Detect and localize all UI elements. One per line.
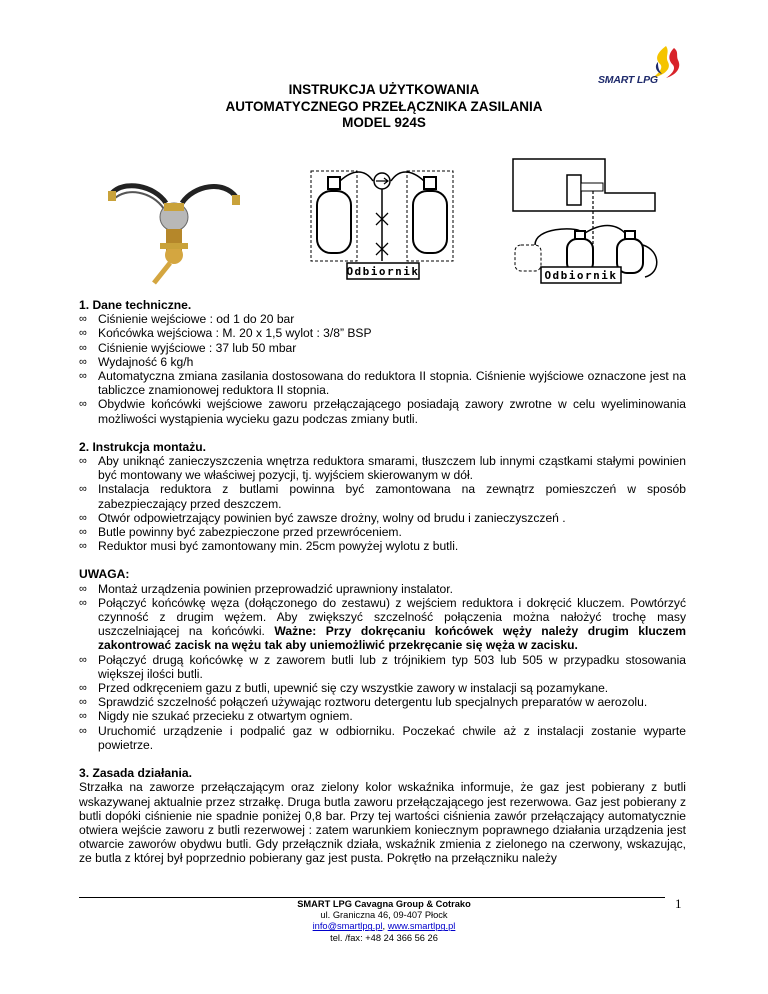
list-item: ∞ Instalacja reduktora z butlami powinna być zamontowana na zewnątrz pomieszczeń w sposób zabezpieczający przed deszczem. [79,482,686,510]
footer-links [0,921,768,932]
diagram2-label: Odbiornik [544,269,618,282]
section-1-list [79,312,686,426]
footer-company: SMART LPG Cavagna Group & Cotrako [297,899,471,909]
list-item: ∞ Montaż urządzenia powinien przeprowadzić uprawniony instalator. [79,582,686,596]
list-item: ∞ Nigdy nie szukać przecieku z otwartym ogniem. [79,709,686,723]
important-note: Ważne: Przy dokręcaniu końcówek węży należy drugim kluczem zakontrować zacisk na wężu tak aby uniemożliwić przekręcanie się węża w zacisku. [98,624,686,653]
diagram-cylinder-bank [505,153,665,285]
uwaga-title: UWAGA: [79,567,130,582]
list-item: ∞ Sprawdzić szczelność połączeń używając roztworu detergentu lub specjalnych preparatów w aerozolu. [79,695,686,709]
uwaga-list [79,582,686,752]
footer-address: ul. Graniczna 46, 09-407 Płock [320,910,448,921]
title-line-3: MODEL 924S [342,115,426,130]
document-body [79,298,686,866]
list-item [79,596,686,653]
list-item: ∞ Uruchomić urządzenie i podpalić gaz w odbiorniku. Poczekać chwile aż z instalacji zostanie wyparte powietrze. [79,724,686,752]
document-title [0,82,768,132]
figures-row [0,153,768,288]
diagram-two-cylinders [303,163,463,281]
list-item: ∞ Obydwie końcówki wejściowe zaworu przełączającego posiadają zawory zwrotne w celu wyeliminowania możliwości wystąpienia wycieku gazu podczas zmiany butli. [79,397,686,425]
logo-text: SMART LPG [598,74,658,86]
list-item: ∞ Otwór odpowietrzający powinien być zawsze drożny, wolny od brudu i zanieczyszczeń . [79,511,686,525]
list-item: ∞ Automatyczna zmiana zasilania dostosowana do reduktora II stopnia. Ciśnienie wyjściowe oznaczone jest na tabliczce znamionowej reduktora II stopnia. [79,369,686,397]
diagram1-label: Odbiornik [346,265,420,278]
section-3-text: Strzałka na zaworze przełączającym oraz zielony kolor wskaźnika informuje, że gaz jest pobierany z butli wskazywanej aktualnie przez strzałkę. Druga butla zaworu przełączającego jest rezerwowa. Gaz jest pobierany z butli dopóki ciśnienie nie spadnie poniżej 0,8 bar. Przy tej wartości ciśnienia zawór przełączający automatycznie otwiera wejście zaworu z butli rezerwowej : zatem warunkiem koniecznym poprawnego działania urządzenia jest otwarcie zaworów obydwu butli. Gdy przełącznik działa, wskaźnik zmienia z zielonego na czerwony, wskazując, ze butla z której był poprzednio pobierany gaz jest pusta. Pokrętło na przełączniku należy [79,780,686,866]
page-number: 1 [675,896,682,911]
regulator-photo [104,155,244,287]
title-line-2: AUTOMATYCZNEGO PRZEŁĄCZNIKA ZASILANIA [225,98,543,114]
list-item: ∞ Połączyć drugą końcówkę w z zaworem butli lub z trójnikiem typ 503 lub 505 w przypadku stosowania większej ilości butli. [79,653,686,681]
section-2-title: 2. Instrukcja montażu. [79,439,207,454]
list-item: ∞ Aby uniknąć zanieczyszczenia wnętrza reduktora smarami, tłuszczem lub innymi cząstkami stałymi powinien być montowany we właściwej pozycji, tj. wyjściem skierowanym w dół. [79,454,686,482]
website-link[interactable]: www.smartlpg.pl [387,921,456,932]
section-2-list [79,454,686,553]
email-link[interactable]: info@smartlpg.pl [312,921,383,932]
list-item: ∞ Ciśnienie wyjściowe : 37 lub 50 mbar [79,341,686,355]
section-1-title: 1. Dane techniczne. [79,298,192,312]
footer-separator: , [382,921,388,932]
list-item: ∞ Butle powinny być zabezpieczone przed przewróceniem. [79,525,686,539]
list-item-text: Połączyć końcówkę węza (dołączonego do zestawu) z wejściem reduktora i dokręcić kluczem. Powtórzyć czynność z drugim wężem. Aby zwiększyć szczelność połączenia można nałożyć trochę masy uszczelniającej na końcówki. [98,595,686,639]
section-3-title: 3. Zasada działania. [79,766,192,781]
list-item: ∞ Końcówka wejściowa : M. 20 x 1,5 wylot : 3/8” BSP [79,326,686,340]
list-item: ∞ Wydajność 6 kg/h [79,355,686,369]
title-line-1: INSTRUKCJA UŻYTKOWANIA [288,82,480,97]
footer [0,899,768,944]
footer-divider [79,897,665,898]
list-item: ∞ Ciśnienie wejściowe : od 1 do 20 bar [79,312,686,326]
footer-phone: tel. /fax: +48 24 366 56 26 [330,932,438,943]
list-item: ∞ Reduktor musi być zamontowany min. 25cm powyżej wylotu z butli. [79,539,686,553]
list-item: ∞ Przed odkręceniem gazu z butli, upewnić się czy wszystkie zawory w instalacji są pozamykane. [79,681,686,695]
